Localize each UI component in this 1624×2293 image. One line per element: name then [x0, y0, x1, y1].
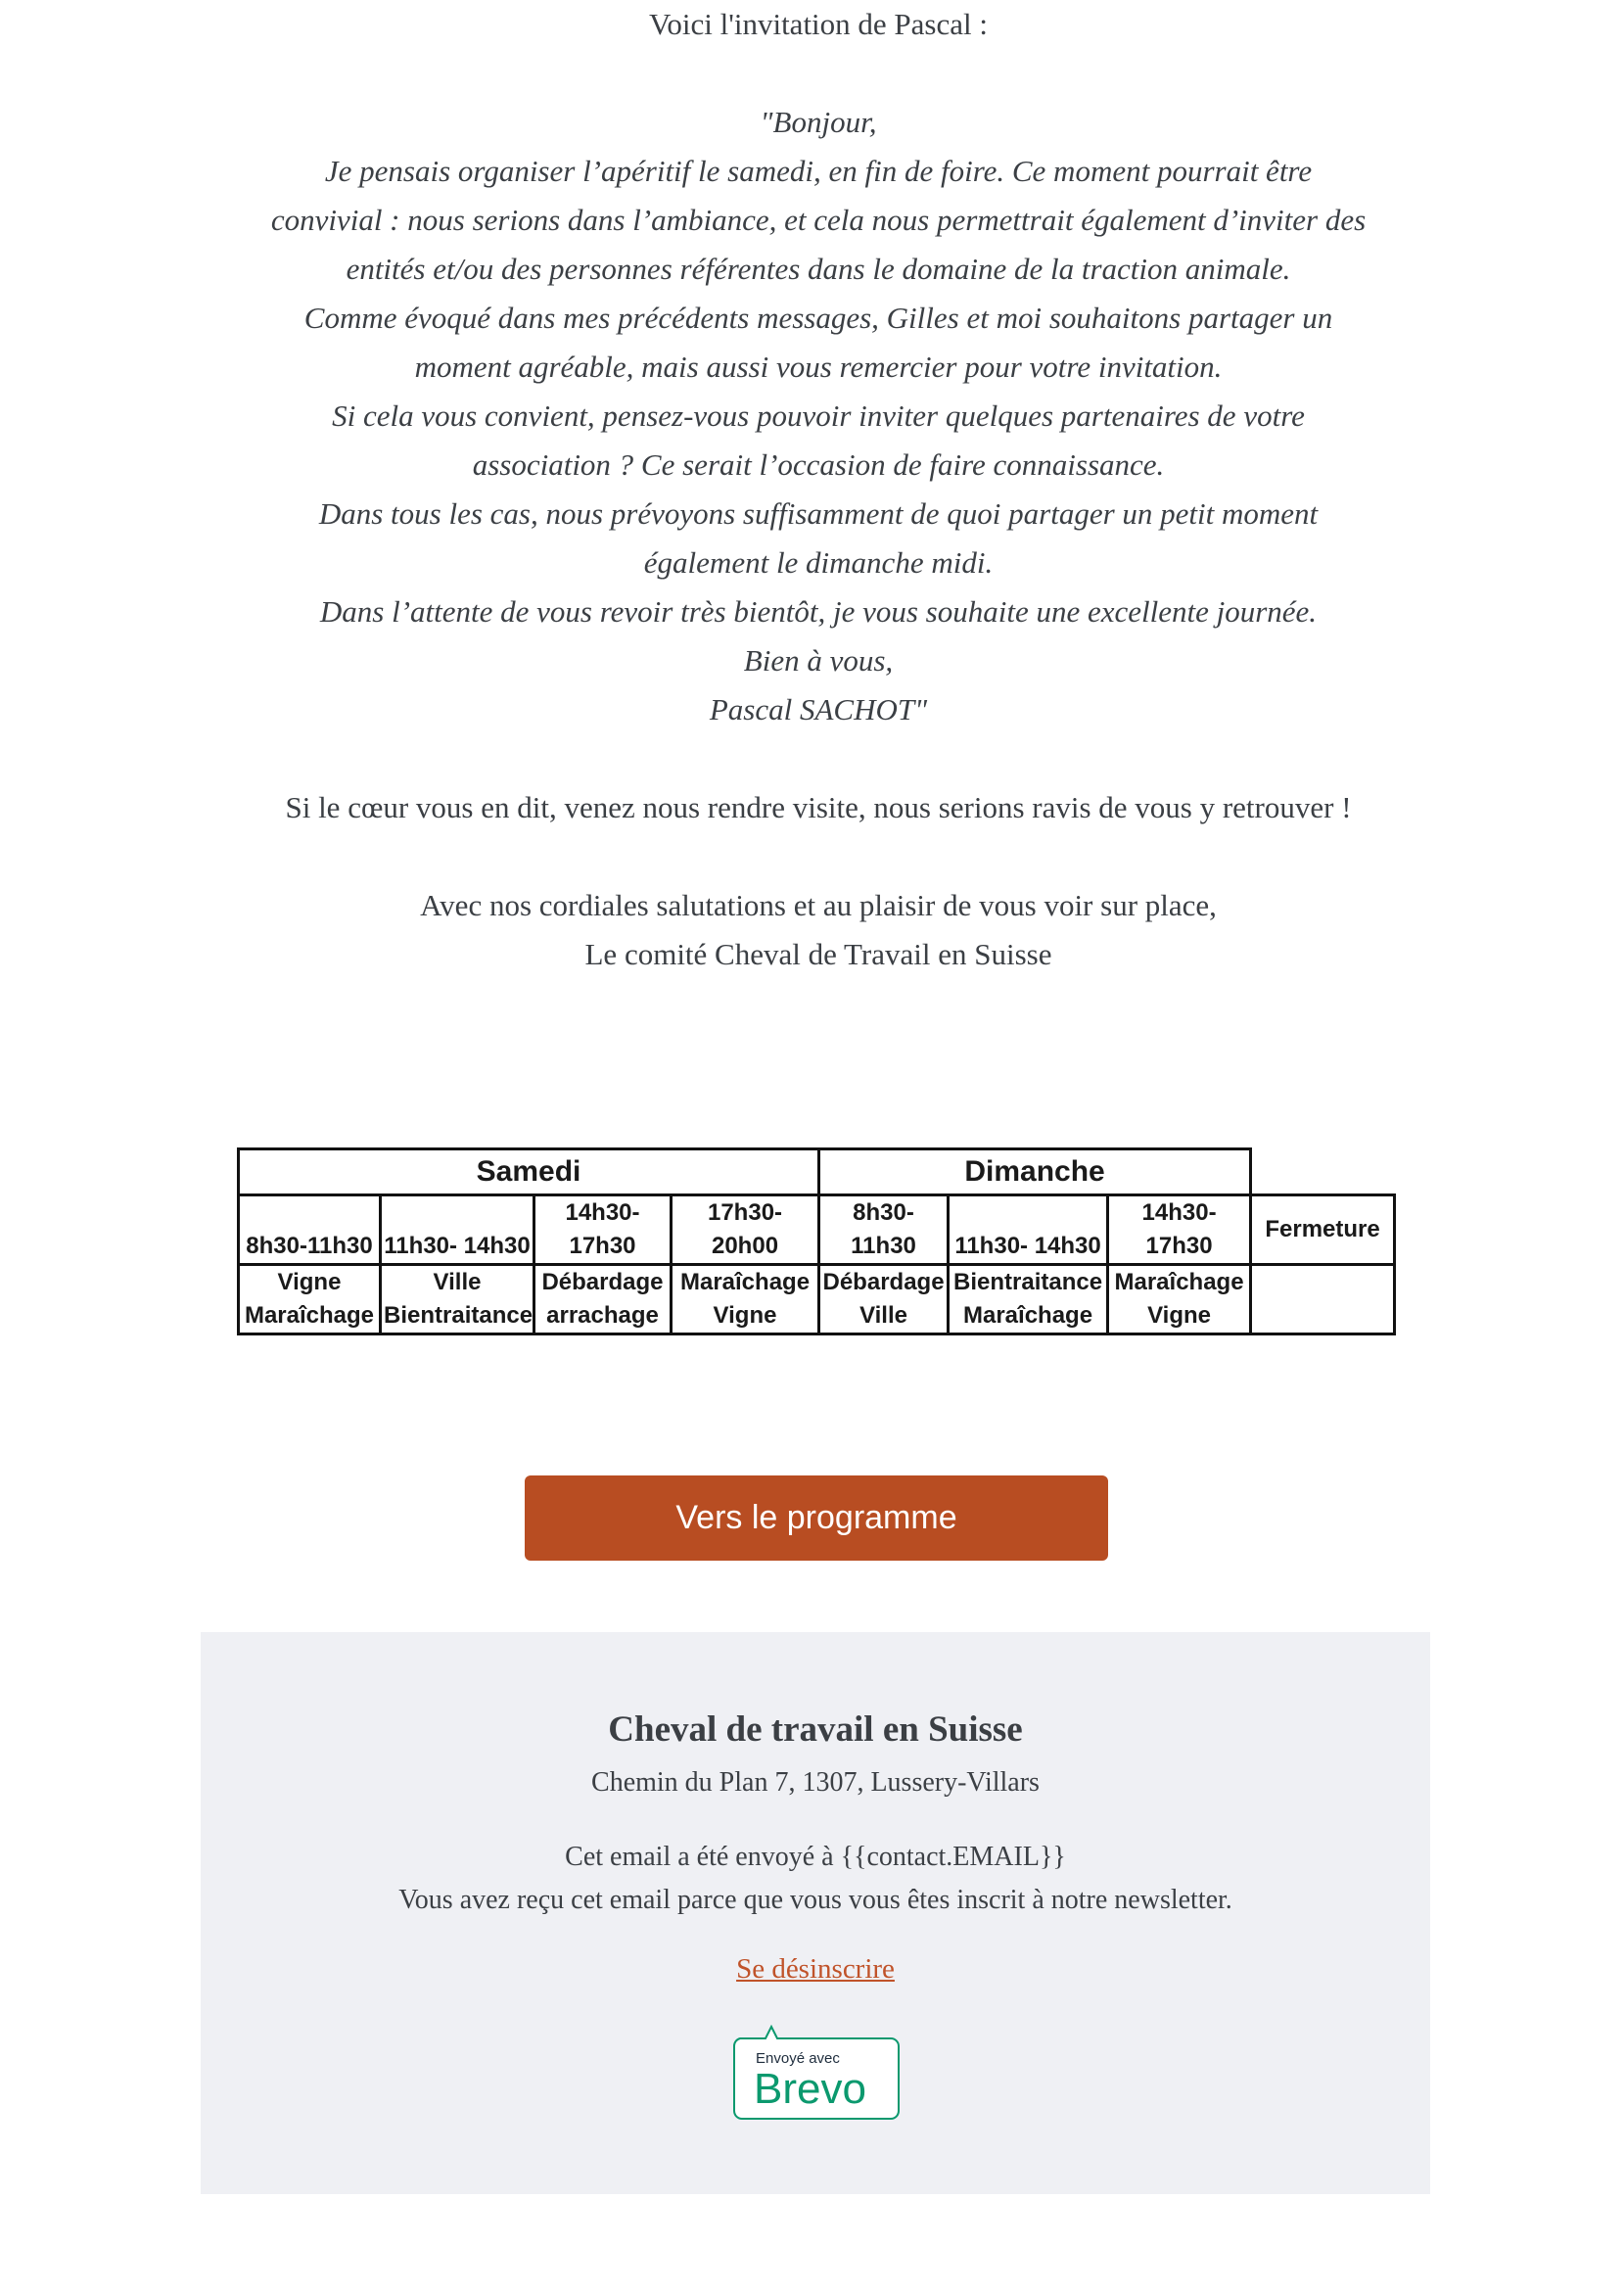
closing-text: Avec nos cordiales salutations et au plaisir de vous voir sur place, [420, 888, 1217, 922]
footer [201, 1632, 1430, 2194]
schedule-activity-cell: Bientraitance Maraîchage [949, 1265, 1108, 1334]
schedule-time-cell: 17h30-20h00 [672, 1195, 819, 1265]
schedule-day-samedi: Samedi [239, 1149, 819, 1195]
email-body [202, 0, 1435, 979]
quote-line: Comme évoqué dans mes précédents messages, Gilles et moi souhaitons partager un [303, 301, 1333, 335]
quote-line: moment agréable, mais aussi vous remercier pour votre invitation. [414, 350, 1223, 384]
schedule-activity-cell: Débardage arrachage [534, 1265, 672, 1334]
quote-line: Je pensais organiser l’apéritif le samedi, en fin de foire. Ce moment pourrait être [324, 154, 1313, 188]
quote-line: association ? Ce serait l’occasion de faire connaissance. [472, 447, 1165, 482]
schedule-activity-cell: Débardage Ville [819, 1265, 949, 1334]
schedule-table [237, 1147, 1396, 1335]
quote-line: également le dimanche midi. [643, 545, 994, 580]
invitation-quote [202, 98, 1435, 734]
footer-notice [201, 1836, 1430, 1922]
brevo-badge-brand: Brevo [754, 2065, 866, 2113]
quote-line: "Bonjour, [760, 105, 877, 139]
schedule-day-dimanche: Dimanche [819, 1149, 1251, 1195]
quote-line: convivial : nous serions dans l’ambiance, et cela nous permettrait également d’inviter des [270, 203, 1367, 237]
schedule-empty-corner [1251, 1149, 1395, 1195]
schedule-activity-cell: Maraîchage Vigne [1108, 1265, 1251, 1334]
quote-line: Bien à vous, [743, 643, 894, 678]
schedule-time-cell: 11h30- 14h30 [381, 1195, 534, 1265]
quote-line: Pascal SACHOT" [709, 692, 928, 726]
footer-sent-to: Cet email a été envoyé à {{contact.EMAIL}} [565, 1842, 1066, 1872]
signature-text: Le comité Cheval de Travail en Suisse [584, 937, 1052, 971]
schedule-closing-label: Fermeture [1251, 1195, 1395, 1265]
schedule-time-cell: 14h30- 17h30 [534, 1195, 672, 1265]
brevo-badge-small-text: Envoyé avec [756, 2050, 840, 2067]
brevo-badge[interactable] [732, 2025, 901, 2123]
schedule-time-cell: 8h30-11h30 [239, 1195, 381, 1265]
schedule-activity-cell: Ville Bientraitance [381, 1265, 534, 1334]
intro-text: Voici l'invitation de Pascal : [649, 7, 988, 41]
schedule-time-cell: 11h30- 14h30 [949, 1195, 1108, 1265]
footer-org-name: Cheval de travail en Suisse [608, 1709, 1023, 1750]
quote-line: Si cela vous convient, pensez-vous pouvoir inviter quelques partenaires de votre [332, 398, 1305, 433]
footer-address: Chemin du Plan 7, 1307, Lussery-Villars [591, 1767, 1040, 1798]
schedule-activity-cell: Maraîchage Vigne [672, 1265, 819, 1334]
schedule-time-cell: 14h30- 17h30 [1108, 1195, 1251, 1265]
footer-reason: Vous avez reçu cet email parce que vous vous êtes inscrit à notre newsletter. [398, 1885, 1232, 1915]
schedule-activity-empty [1251, 1265, 1395, 1334]
visit-text: Si le cœur vous en dit, venez nous rendre visite, nous serions ravis de vous y retrouver ! [285, 790, 1352, 824]
program-button[interactable]: Vers le programme [525, 1475, 1108, 1561]
schedule-time-cell: 8h30- 11h30 [819, 1195, 949, 1265]
unsubscribe-link[interactable]: Se désinscrire [736, 1953, 895, 1985]
quote-line: Dans tous les cas, nous prévoyons suffisamment de quoi partager un petit moment [318, 496, 1319, 531]
quote-line: Dans l’attente de vous revoir très bientôt, je vous souhaite une excellente journée. [319, 594, 1318, 629]
quote-line: entités et/ou des personnes référentes dans le domaine de la traction animale. [346, 252, 1291, 286]
unsubscribe-container [201, 1949, 1430, 1989]
schedule-activity-cell: Vigne Maraîchage [239, 1265, 381, 1334]
